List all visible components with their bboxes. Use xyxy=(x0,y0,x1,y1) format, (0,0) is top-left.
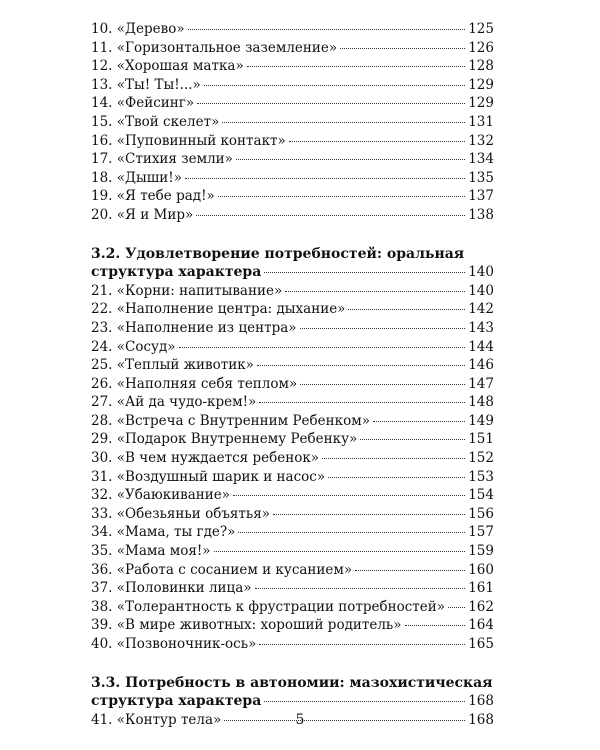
toc-entry xyxy=(91,169,494,188)
toc-entry-title: 22. «Наполнение центра: дыхание» xyxy=(91,301,346,318)
toc-entry-title: 28. «Встреча с Внутренним Ребенком» xyxy=(91,412,370,429)
toc-entry-title: 17. «Стихия земли» xyxy=(91,151,233,168)
toc-entry xyxy=(91,412,494,431)
section-3-2-page: 140 xyxy=(468,264,494,281)
toc-entry-page: 156 xyxy=(468,505,494,522)
toc-entry xyxy=(91,393,494,412)
toc-entry-page: 153 xyxy=(468,468,494,485)
section-3-2-title-line1: 3.2. Удовлетворение потребностей: оральная xyxy=(91,245,465,262)
toc-entry xyxy=(91,375,494,394)
dot-leader xyxy=(348,309,465,310)
toc-entry xyxy=(91,150,494,169)
toc-entry-title: 33. «Обезьяньи объятья» xyxy=(91,505,271,522)
toc-entry-title: 10. «Дерево» xyxy=(91,21,185,37)
toc-entry-page: 138 xyxy=(468,206,494,223)
toc-entry xyxy=(91,468,494,487)
dot-leader xyxy=(355,570,465,571)
toc-entry-page: 132 xyxy=(468,132,494,149)
section-3-2-title-line2: структура характера xyxy=(91,264,262,281)
toc-entry xyxy=(91,20,494,39)
toc-entry-page: 146 xyxy=(468,357,494,374)
toc-entry-page: 126 xyxy=(468,39,494,56)
dot-leader xyxy=(264,701,465,702)
toc-entry xyxy=(91,505,494,524)
dot-leader xyxy=(222,122,465,123)
entries-group-a xyxy=(91,20,494,225)
dot-leader xyxy=(273,514,465,515)
toc-entry xyxy=(91,449,494,468)
toc-entry xyxy=(91,616,494,635)
toc-entry xyxy=(91,319,494,338)
toc-entry-page: 165 xyxy=(468,636,494,652)
toc-entry-title: 15. «Твой скелет» xyxy=(91,113,220,130)
dot-leader xyxy=(340,48,465,49)
toc-entry-page: 144 xyxy=(468,338,494,355)
dot-leader xyxy=(360,439,465,440)
dot-leader xyxy=(236,159,465,160)
toc-entry-page: 129 xyxy=(468,95,494,112)
toc-entry-page: 162 xyxy=(468,598,494,615)
toc-entry-title: 38. «Толерантность к фрустрации потребностей» xyxy=(91,598,445,615)
toc-entry-title: 41. «Контур тела» xyxy=(91,711,222,728)
toc-entry-title: 21. «Корни: напитывание» xyxy=(91,282,283,299)
toc-entry xyxy=(91,94,494,113)
toc-entry-page: 148 xyxy=(468,394,494,411)
toc-entry-page: 143 xyxy=(468,319,494,336)
dot-leader xyxy=(328,477,465,478)
toc-entry-title: 12. «Хорошая матка» xyxy=(91,58,244,75)
toc-entry xyxy=(91,561,494,580)
toc-entry-title: 29. «Подарок Внутреннему Ребенку» xyxy=(91,431,358,448)
toc-entry-page: 131 xyxy=(468,113,494,130)
section-3-2-title-row xyxy=(91,263,494,282)
dot-leader xyxy=(259,644,465,645)
dot-leader xyxy=(247,66,466,67)
section-3-2 xyxy=(91,245,494,654)
dot-leader xyxy=(373,421,465,422)
dot-leader xyxy=(300,384,465,385)
toc-entry-page: 151 xyxy=(468,431,494,448)
toc-entry-page: 152 xyxy=(468,450,494,467)
toc-entry-title: 16. «Пуповинный контакт» xyxy=(91,132,286,149)
toc-entry xyxy=(91,430,494,449)
toc-entry-page: 137 xyxy=(468,188,494,205)
toc-entry xyxy=(91,356,494,375)
table-of-contents xyxy=(91,20,494,729)
dot-leader xyxy=(218,196,465,197)
toc-entry-page: 134 xyxy=(468,151,494,168)
toc-entry xyxy=(91,206,494,225)
toc-entry xyxy=(91,39,494,58)
toc-entry-title: 20. «Я и Мир» xyxy=(91,206,194,223)
dot-leader xyxy=(285,291,465,292)
dot-leader xyxy=(405,625,466,626)
toc-entry-title: 39. «В мире животных: хороший родитель» xyxy=(91,617,402,634)
section-3-3-title-line2: структура характера xyxy=(91,693,262,710)
toc-entry-page: 161 xyxy=(468,580,494,597)
toc-entry-page: 154 xyxy=(468,487,494,504)
toc-entry xyxy=(91,598,494,617)
dot-leader xyxy=(289,141,465,142)
dot-leader xyxy=(188,29,466,30)
toc-entry-title: 13. «Ты! Ты!...» xyxy=(91,76,201,93)
toc-entry-title: 18. «Дыши!» xyxy=(91,169,182,186)
dot-leader xyxy=(185,178,465,179)
toc-entry-title: 34. «Мама, ты где?» xyxy=(91,524,236,541)
toc-entry-title: 30. «В чем нуждается ребенок» xyxy=(91,450,320,467)
entries-group-b xyxy=(91,282,494,654)
toc-entry xyxy=(91,635,494,654)
toc-entry-title: 26. «Наполняя себя теплом» xyxy=(91,375,298,392)
toc-entry-title: 25. «Теплый животик» xyxy=(91,357,254,374)
toc-entry xyxy=(91,300,494,319)
toc-entry xyxy=(91,579,494,598)
toc-entry-page: 147 xyxy=(468,375,494,392)
toc-entry-page: 160 xyxy=(468,561,494,578)
toc-entry-page: 164 xyxy=(468,617,494,634)
toc-entry xyxy=(91,187,494,206)
toc-entry-page: 125 xyxy=(468,21,494,37)
toc-entry-title: 35. «Мама моя!» xyxy=(91,543,211,560)
toc-entry-title: 40. «Позвоночник-ось» xyxy=(91,636,257,652)
toc-entry-page: 157 xyxy=(468,524,494,541)
dot-leader xyxy=(264,272,465,273)
section-3-3-page: 168 xyxy=(468,693,494,710)
toc-entry-title: 32. «Убаюкивание» xyxy=(91,487,231,504)
toc-entry-title: 24. «Сосуд» xyxy=(91,338,176,355)
dot-leader xyxy=(448,607,465,608)
toc-entry-title: 23. «Наполнение из центра» xyxy=(91,319,297,336)
page-number: 5 xyxy=(295,712,305,728)
dot-leader xyxy=(233,495,465,496)
toc-entry xyxy=(91,113,494,132)
section-3-3-title-row xyxy=(91,692,494,711)
toc-entry-page: 168 xyxy=(468,711,494,728)
toc-entry-page: 142 xyxy=(468,301,494,318)
dot-leader xyxy=(322,458,465,459)
dot-leader xyxy=(179,347,466,348)
toc-entry-page: 140 xyxy=(468,282,494,299)
toc-entry-title: 19. «Я тебе рад!» xyxy=(91,188,215,205)
toc-entry-page: 129 xyxy=(468,76,494,93)
toc-entry xyxy=(91,338,494,357)
toc-entry xyxy=(91,57,494,76)
dot-leader xyxy=(259,402,465,403)
toc-entry-title: 11. «Горизонтальное заземление» xyxy=(91,39,338,56)
dot-leader xyxy=(238,532,465,533)
toc-entry-title: 27. «Ай да чудо-крем!» xyxy=(91,394,257,411)
toc-entry xyxy=(91,282,494,301)
toc-entry xyxy=(91,76,494,95)
dot-leader xyxy=(300,328,466,329)
toc-entry-page: 135 xyxy=(468,169,494,186)
dot-leader xyxy=(197,103,465,104)
dot-leader xyxy=(255,588,466,589)
dot-leader xyxy=(204,85,465,86)
toc-entry-page: 149 xyxy=(468,412,494,429)
dot-leader xyxy=(214,551,466,552)
toc-entry xyxy=(91,486,494,505)
toc-entry xyxy=(91,523,494,542)
toc-entry-title: 31. «Воздушный шарик и насос» xyxy=(91,468,326,485)
section-3-3-title-line1: 3.3. Потребность в автономии: мазохистическая xyxy=(91,674,493,691)
dot-leader xyxy=(257,365,465,366)
toc-entry-title: 14. «Фейсинг» xyxy=(91,95,195,112)
toc-entry-page: 128 xyxy=(468,58,494,75)
toc-entry-page: 159 xyxy=(468,543,494,560)
toc-entry-title: 37. «Половинки лица» xyxy=(91,580,252,597)
toc-entry xyxy=(91,132,494,151)
toc-entry xyxy=(91,542,494,561)
dot-leader xyxy=(196,215,465,216)
toc-entry-title: 36. «Работа с сосанием и кусанием» xyxy=(91,561,353,578)
